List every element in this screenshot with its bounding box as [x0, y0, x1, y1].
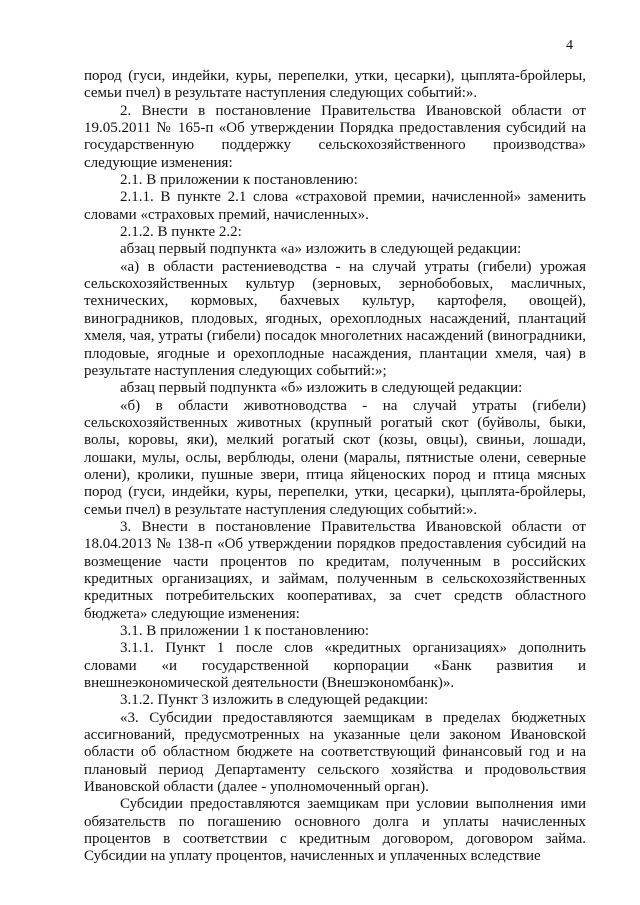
paragraph: «а) в области растениеводства - на случай утраты (гибели) урожая сельскохозяйственных культур (зерновых, зернобобовых, масличных, технических, кормовых, бахчевых культур, картофеля, овощей), виноградников, плодовых, ягодных, орехоплодных насаждений, плантаций хмеля, чая, утраты (гибели) посадок многолетних насаждений (виноградники, плодовые, ягодные и орехоплодные насаждения, плантации хмеля, чая) в результате наступления следующих событий:»; — [84, 258, 586, 379]
paragraph: 3.1.2. Пункт 3 изложить в следующей редакции: — [120, 692, 429, 709]
paragraph: 3.1. В приложении 1 к постановлению: — [120, 623, 370, 639]
paragraph: абзац первый подпункта «б» изложить в следующей редакции: — [120, 380, 523, 397]
paragraph: Субсидии предоставляются заемщикам при условии выполнения ими обязательств по погашению основного долга и уплаты начисленных процентов в соответствии с кредитным договором, договором займа. Субсидии на уплату процентов, начисленных и уплаченных вследствие — [84, 796, 586, 865]
paragraph: 2.1.1. В пункте 2.1 слова «страховой премии, начисленной» заменить словами «страховых премий, начисленных». — [84, 189, 586, 223]
page-number: 4 — [566, 38, 573, 53]
paragraph: 3.1.1. Пункт 1 после слов «кредитных организациях» дополнить словами «и государственной корпорации «Банк развития и внешнеэкономической деятельности (Внешэкономбанк)». — [84, 640, 586, 692]
paragraph: «б) в области животноводства - на случай утраты (гибели) сельскохозяйственных животных (крупный рогатый скот (буйволы, быки, волы, коровы, яки), мелкий рогатый скот (козы, овцы), свиньи, лошади, лошаки, мулы, ослы, верблюды, олени (маралы, пятнистые олени, северные олени), кролики, пушные звери, птица яйценоских пород и птица мясных пород (гуси, индейки, куры, перепелки, утки, цесарки), цыплята-бройлеры, семьи пчел) в результате наступления следующих событий:». — [84, 397, 586, 518]
paragraph: пород (гуси, индейки, куры, перепелки, утки, цесарки), цыплята-бройлеры, семьи пчел) в результате наступления следующих событий:». — [84, 68, 586, 102]
paragraph: 2.1. В приложении к постановлению: — [120, 172, 358, 189]
paragraph: «3. Субсидии предоставляются заемщикам в пределах бюджетных ассигнований, предусмотренных на указанные цели законом Ивановской области об областном бюджете на соответствующий финансовый год и на плановый период Департаменту сельского хозяйства и продовольствия Ивановской области (далее - уполномоченный орган). — [84, 709, 586, 796]
paragraph: 3. Внести в постановление Правительства Ивановской области от 18.04.2013 № 138-п «Об утверждении порядков предоставления субсидий на возмещение части процентов по кредитам, полученным в российских кредитных организациях, и займам, полученным в сельскохозяйственных кредитных потребительских кооперативах, за счет средств областного бюджета» следующие изменения: — [84, 518, 586, 622]
paragraph: 2.1.2. В пункте 2.2: — [120, 224, 242, 241]
paragraph: абзац первый подпункта «а» изложить в следующей редакции: — [120, 241, 522, 258]
document-body — [84, 68, 586, 866]
paragraph: 2. Внести в постановление Правительства Ивановской области от 19.05.2011 № 165-п «Об утверждении Порядка предоставления субсидий на государственную поддержку сельскохозяйственного производства» следующие изменения: — [84, 102, 586, 171]
